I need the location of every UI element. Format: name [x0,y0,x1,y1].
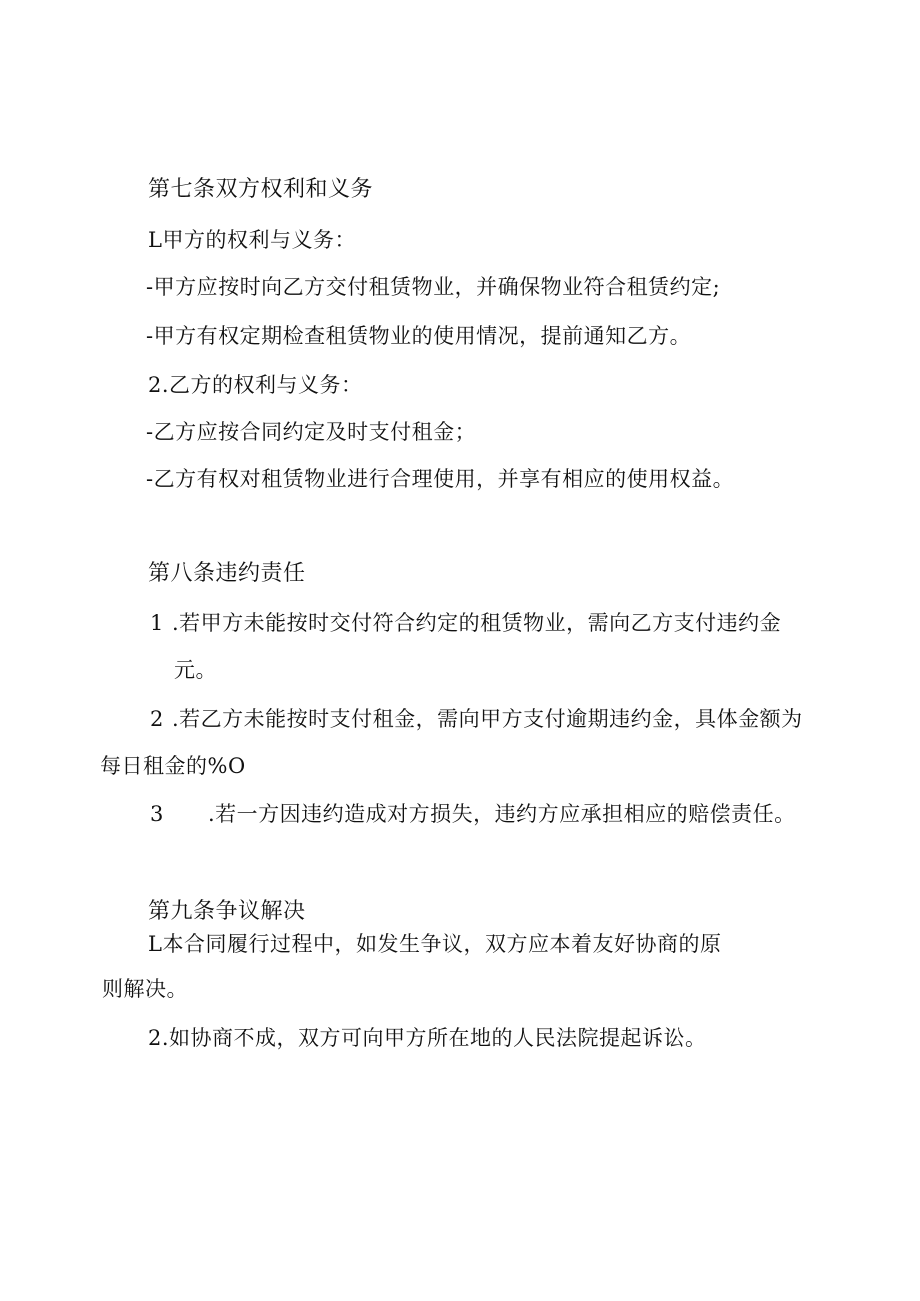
article8-heading: 第八条违约责任 [148,561,306,586]
article9-item1: L本合同履行过程中，如发生争议，双方应本着友好协商的原 [148,932,722,956]
article7-item1-bullet1: -甲方应按时向乙方交付租赁物业，并确保物业符合租赁约定; [146,275,721,299]
article8-item2-continuation: 每日租金的%O [100,754,246,778]
article7-item2-bullet1: -乙方应按合同约定及时支付租金； [146,420,477,444]
article8-item1-continuation: 元。 [174,658,217,682]
article8-item2-number: 2 [150,707,164,731]
article9-item1-continuation: 则解决。 [102,977,188,1001]
article8-item1-text: .若甲方未能按时交付符合约定的租赁物业，需向乙方支付违约金 [172,611,782,635]
article8-item2-text: .若乙方未能按时支付租金，需向甲方支付逾期违约金，具体金额为 [172,707,803,731]
article8-item1 [150,609,781,637]
article8-item1-number: 1 [150,611,164,635]
article7-item2: 2.乙方的权利与义务： [148,373,363,397]
article7-heading: 第七条双方权利和义务 [148,177,374,202]
article7-item2-bullet2: -乙方有权对租赁物业进行合理使用，并享有相应的使用权益。 [146,467,735,491]
article9-item2: 2.如协商不成，双方可向甲方所在地的人民法院提起诉讼。 [148,1026,707,1050]
article8-item3-text: .若一方因违约造成对方损失，违约方应承担相应的赔偿责任。 [208,802,796,826]
article8-item3-number: 3 [150,802,164,826]
article7-item1: L甲方的权利与义务： [148,228,356,252]
article9-heading: 第九条争议解决 [148,899,306,924]
article8-item2 [150,705,803,733]
article8-item3 [150,800,796,828]
article7-item1-bullet2: -甲方有权定期检查租赁物业的使用情况，提前通知乙方。 [146,324,692,348]
